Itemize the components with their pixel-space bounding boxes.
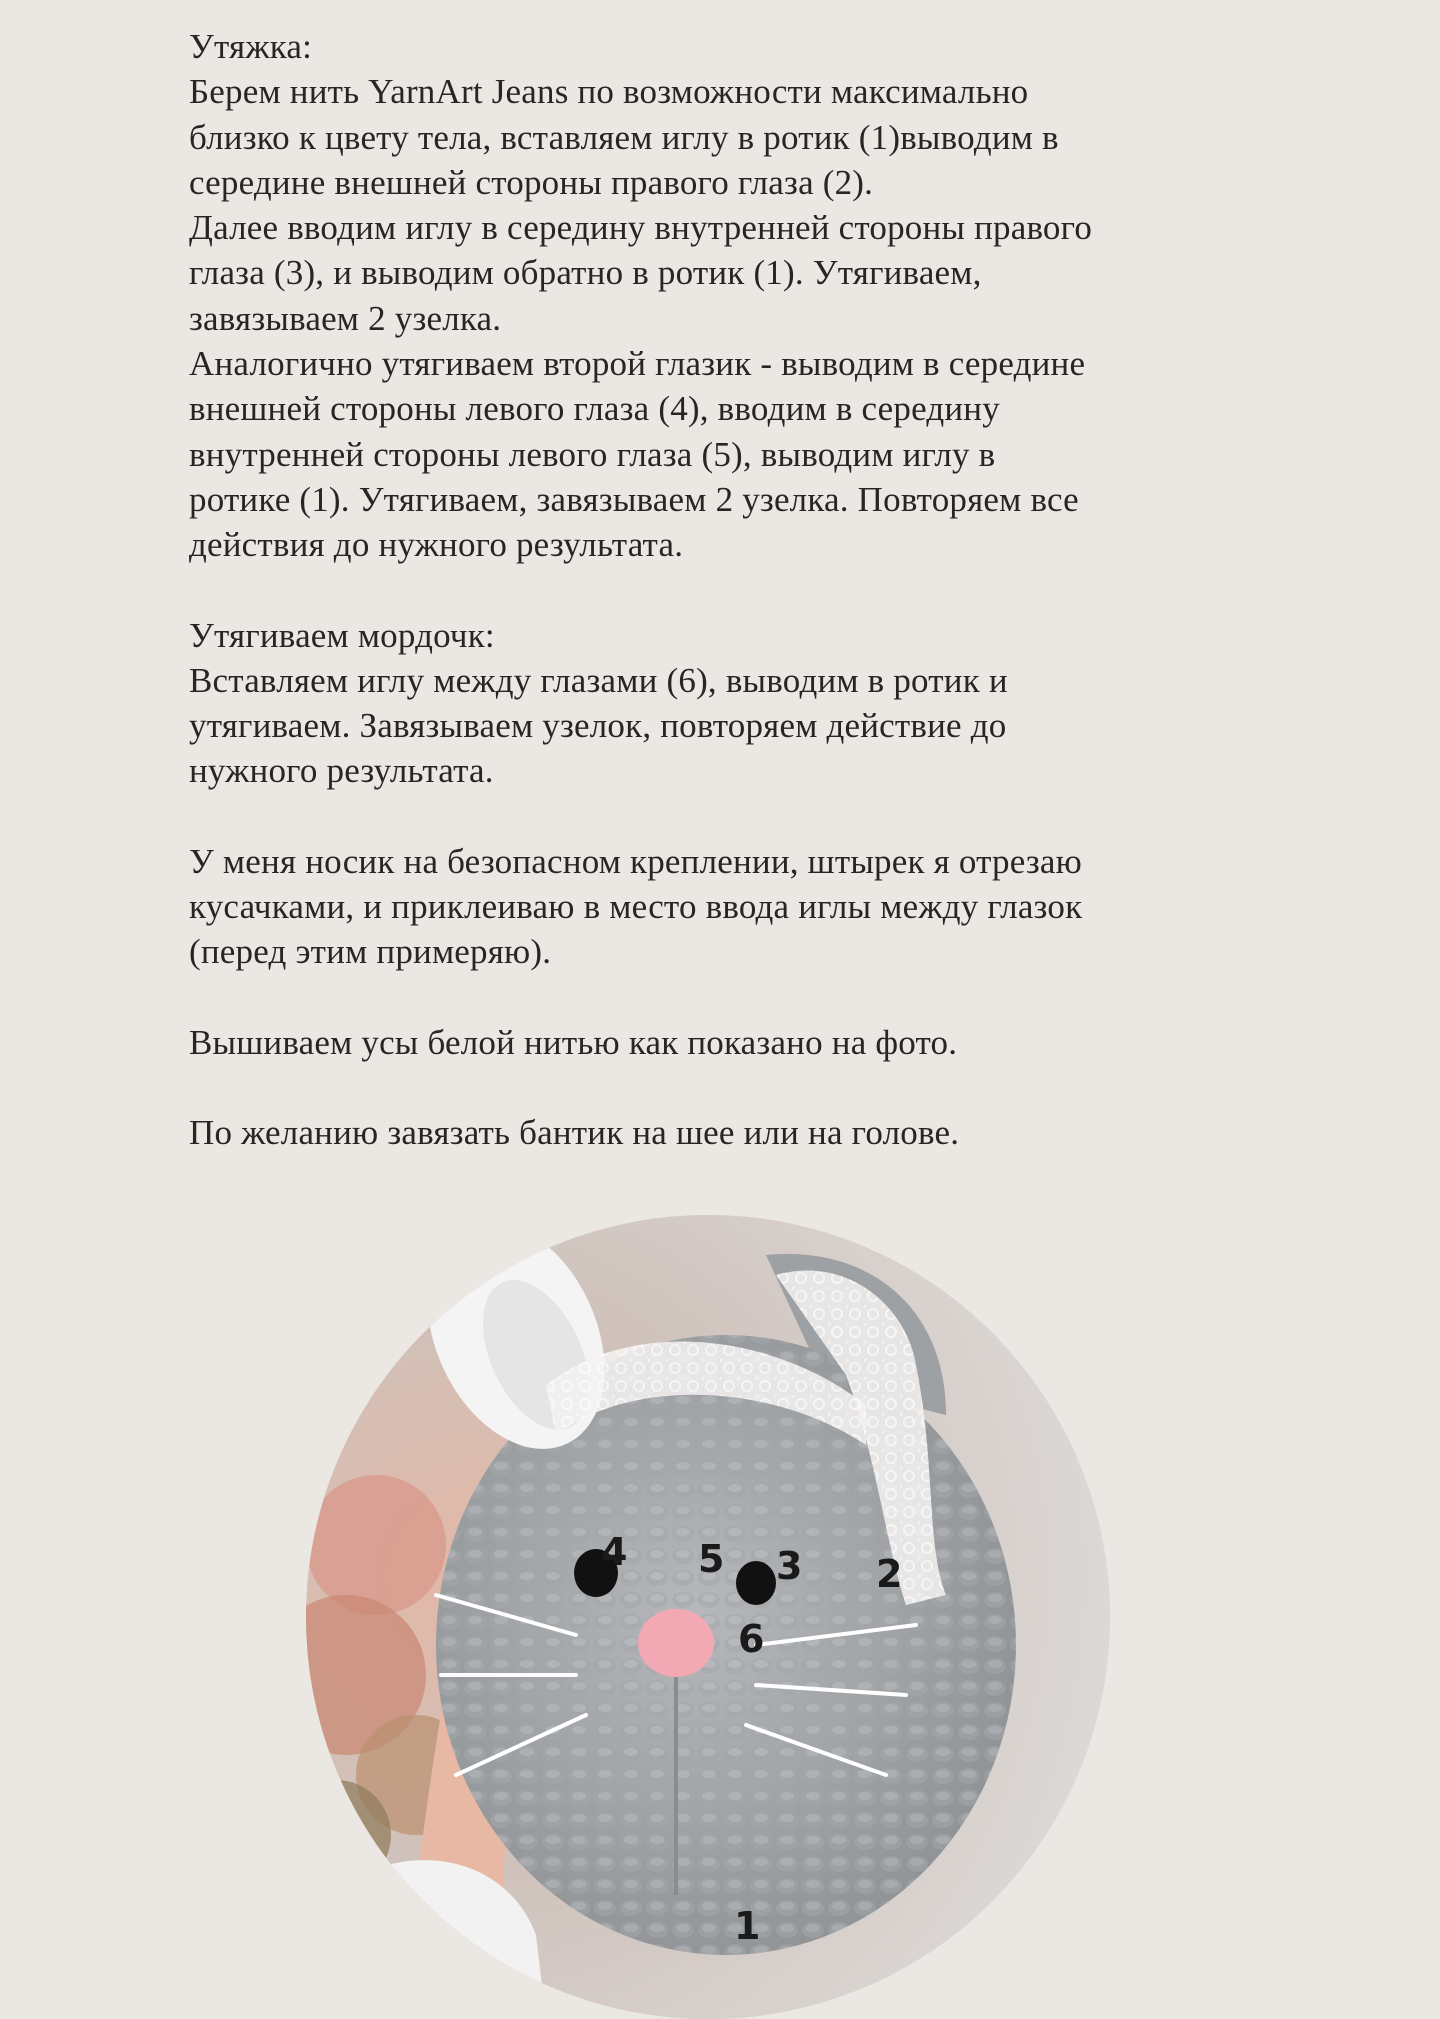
toy-face-illustration [306,1215,1110,2019]
tightening-title: Утяжка: [189,27,313,66]
bow-paragraph: По желанию завязать бантик на шее или на голове. [189,1112,960,1152]
toy-face-photo [306,1215,1110,2019]
marker-1: 1 [734,1904,761,1948]
nose [638,1609,714,1677]
nose-paragraph: У меня носик на безопасном креплении, штырек я отрезаю кусачками, и приклеиваю в место ввода иглы между глазок (перед этим примеряю). [189,841,1083,972]
marker-5: 5 [698,1537,725,1581]
marker-6: 6 [738,1617,765,1661]
right-eye [736,1561,776,1605]
instructions-text [189,24,1299,1155]
whiskers-paragraph: Вышиваем усы белой нитью как показано на фото. [189,1022,958,1062]
muzzle-paragraph: Вставляем иглу между глазами (6), выводим в ротик и утягиваем. Завязываем узелок, повторяем действие до нужного результата. [189,660,1008,791]
marker-3: 3 [776,1544,803,1588]
marker-4: 4 [601,1530,628,1574]
tightening-paragraph: Берем нить YarnArt Jeans по возможности максимально близко к цвету тела, вставляем иглу в ротик (1)выводим в середине внешней стороны правого глаза (2). Далее вводим иглу в середину внутренней стороны правого глаза (3), и выводим обратно в ротик (1). Утягиваем, завязываем 2 узелка. Аналогично утягиваем второй глазик - выводим в середине внешней стороны левого глаза (4), вводим в середину внутренней стороны левого глаза (5), выводим иглу в ротике (1). Утягиваем, завязываем 2 узелка. Повторяем все действия до нужного результата. [189,72,1093,565]
muzzle-title: Утягиваем мордочк: [189,615,495,655]
marker-2: 2 [876,1552,903,1596]
